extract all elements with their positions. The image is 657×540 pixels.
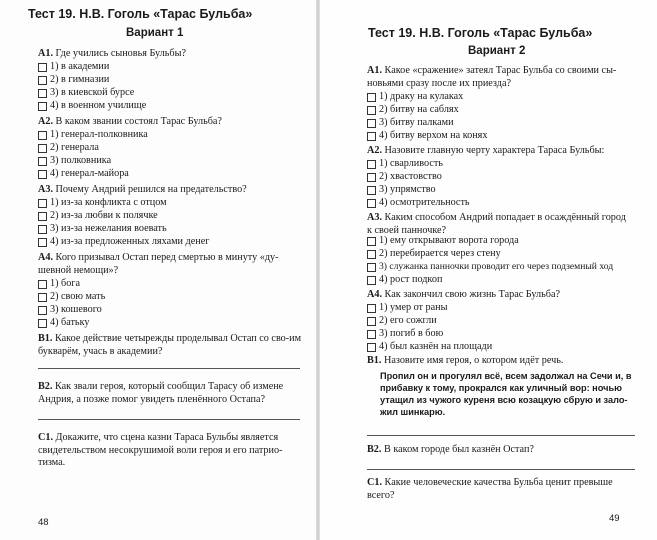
page-title: Тест 19. Н.В. Гоголь «Тарас Бульба» <box>368 26 593 40</box>
variant-label: Вариант 2 <box>468 45 526 57</box>
answer-option[interactable]: 1) бога <box>38 278 80 290</box>
answer-option[interactable]: 4) из-за предложенных ляхами денег <box>38 236 209 248</box>
question-number: В1. <box>367 355 382 366</box>
question-number: С1. <box>38 432 53 443</box>
answer-option[interactable]: 3) погиб в бою <box>367 328 443 340</box>
checkbox-icon[interactable] <box>38 238 47 247</box>
answer-option[interactable]: 3) служанка панночки проводит его через подземный ход <box>367 261 613 273</box>
checkbox-icon[interactable] <box>367 173 376 182</box>
answer-option[interactable]: 2) хвастовство <box>367 171 442 183</box>
answer-option[interactable]: 4) в военном училище <box>38 100 146 112</box>
quote-passage: Пропил он и прогулял всё, всем задолжал на Сечи и, в прибавку к тому, прокрался как уличный вор: ночью утащил из чужого куреня всю козацкую сбрую и зало-жил шинкарю. <box>380 371 632 417</box>
checkbox-icon[interactable] <box>367 119 376 128</box>
checkbox-icon[interactable] <box>367 276 376 285</box>
answer-option[interactable]: 1) из-за конфликта с отцом <box>38 197 167 209</box>
checkbox-icon[interactable] <box>38 319 47 328</box>
question-a4 <box>367 289 633 302</box>
answer-option[interactable]: 1) в академии <box>38 61 109 73</box>
answer-option[interactable]: 3) упрямство <box>367 184 436 196</box>
question-c1 <box>367 477 633 502</box>
answer-line[interactable] <box>38 368 300 369</box>
answer-option[interactable]: 4) осмотрительность <box>367 197 470 209</box>
answer-option[interactable]: 4) батьку <box>38 317 89 329</box>
checkbox-icon[interactable] <box>38 212 47 221</box>
question-number: В1. <box>38 333 53 344</box>
answer-option[interactable]: 3) битву палками <box>367 117 454 129</box>
answer-option[interactable]: 2) битву на саблях <box>367 104 459 116</box>
checkbox-icon[interactable] <box>367 186 376 195</box>
checkbox-icon[interactable] <box>367 250 376 259</box>
answer-option[interactable]: 1) ему открывают ворота города <box>367 235 519 247</box>
checkbox-icon[interactable] <box>367 263 376 272</box>
checkbox-icon[interactable] <box>367 160 376 169</box>
checkbox-icon[interactable] <box>38 131 47 140</box>
page-number: 49 <box>609 513 620 524</box>
right-page <box>320 0 657 540</box>
checkbox-icon[interactable] <box>38 306 47 315</box>
question-number: А2. <box>367 145 382 156</box>
answer-option[interactable]: 3) кошевого <box>38 304 102 316</box>
answer-option[interactable]: 3) в киевской бурсе <box>38 87 134 99</box>
question-b2 <box>38 381 302 406</box>
question-b2 <box>367 444 633 457</box>
page-number: 48 <box>38 517 49 528</box>
question-text: Каким способом Андрий попадает в осаждённый город к своей панночке? <box>367 212 626 236</box>
checkbox-icon[interactable] <box>367 199 376 208</box>
checkbox-icon[interactable] <box>367 330 376 339</box>
checkbox-icon[interactable] <box>367 304 376 313</box>
question-number: А2. <box>38 116 53 127</box>
checkbox-icon[interactable] <box>367 132 376 141</box>
answer-option[interactable]: 1) генерал-полковника <box>38 129 148 141</box>
answer-line[interactable] <box>367 469 635 470</box>
answer-option[interactable]: 4) битву верхом на конях <box>367 130 487 142</box>
question-a1 <box>38 48 304 61</box>
question-number: А3. <box>38 184 53 195</box>
question-text: Назовите имя героя, о котором идёт речь. <box>383 355 564 366</box>
answer-line[interactable] <box>38 419 300 420</box>
question-text: Кого призывал Остап перед смертью в минуту «ду-шевной немощи»? <box>38 252 279 276</box>
question-text: Почему Андрий решился на предательство? <box>55 184 247 195</box>
question-b1 <box>38 333 302 358</box>
question-a2 <box>367 145 637 158</box>
answer-option[interactable]: 2) генерала <box>38 142 99 154</box>
question-number: А1. <box>38 48 53 59</box>
checkbox-icon[interactable] <box>367 106 376 115</box>
checkbox-icon[interactable] <box>38 76 47 85</box>
answer-option[interactable]: 4) рост подкоп <box>367 274 442 286</box>
answer-line[interactable] <box>367 435 635 436</box>
question-text: Докажите, что сцена казни Тараса Бульбы является свидетельством несокрушимой воли героя и его патрио-тизма. <box>38 432 283 468</box>
checkbox-icon[interactable] <box>38 102 47 111</box>
checkbox-icon[interactable] <box>38 199 47 208</box>
question-c1 <box>38 432 302 470</box>
answer-option[interactable]: 3) полковника <box>38 155 111 167</box>
question-text: Как закончил свою жизнь Тарас Бульба? <box>384 289 561 300</box>
answer-option[interactable]: 1) сварливость <box>367 158 443 170</box>
question-number: А1. <box>367 65 382 76</box>
answer-option[interactable]: 2) свою мать <box>38 291 105 303</box>
question-a3 <box>367 212 633 237</box>
question-text: В каком звании состоял Тарас Бульба? <box>55 116 222 127</box>
question-a3 <box>38 184 304 197</box>
answer-option[interactable]: 2) в гимназии <box>38 74 109 86</box>
checkbox-icon[interactable] <box>38 63 47 72</box>
variant-label: Вариант 1 <box>126 27 184 39</box>
question-number: А3. <box>367 212 382 223</box>
question-a2 <box>38 116 304 129</box>
question-number: А4. <box>367 289 382 300</box>
question-text: Назовите главную черту характера Тараса Бульбы: <box>384 145 605 156</box>
answer-option[interactable]: 3) из-за нежелания воевать <box>38 223 167 235</box>
answer-option[interactable]: 1) умер от раны <box>367 302 447 314</box>
checkbox-icon[interactable] <box>38 280 47 289</box>
left-page <box>0 0 316 540</box>
checkbox-icon[interactable] <box>367 93 376 102</box>
question-text: В каком городе был казнён Остап? <box>383 444 534 455</box>
question-text: Как звали героя, который сообщил Тарасу об измене Андрия, а позже помог увидеть пленённого Остапа? <box>38 381 284 405</box>
answer-option[interactable]: 4) генерал-майора <box>38 168 129 180</box>
page-title: Тест 19. Н.В. Гоголь «Тарас Бульба» <box>28 7 253 21</box>
answer-option[interactable]: 2) его сожгли <box>367 315 437 327</box>
answer-option[interactable]: 1) драку на кулаках <box>367 91 463 103</box>
checkbox-icon[interactable] <box>367 317 376 326</box>
checkbox-icon[interactable] <box>38 293 47 302</box>
checkbox-icon[interactable] <box>367 237 376 246</box>
checkbox-icon[interactable] <box>38 144 47 153</box>
question-text: Где учились сыновья Бульбы? <box>55 48 186 59</box>
answer-option[interactable]: 2) перебирается через стену <box>367 248 501 260</box>
question-text: Какое действие четырежды проделывал Остап со сво-им букварём, учась в академии? <box>38 333 302 357</box>
question-number: С1. <box>367 477 382 488</box>
answer-option[interactable]: 4) был казнён на площади <box>367 341 492 353</box>
question-a4 <box>38 252 300 277</box>
checkbox-icon[interactable] <box>38 170 47 179</box>
checkbox-icon[interactable] <box>367 343 376 352</box>
question-text: Какое «сражение» затеял Тарас Бульба со своими сы-новьями сразу после их приезда? <box>367 65 617 89</box>
checkbox-icon[interactable] <box>38 225 47 234</box>
question-text: Какие человеческие качества Бульба ценит превыше всего? <box>367 477 613 501</box>
question-a1 <box>367 65 633 90</box>
question-number: В2. <box>367 444 382 455</box>
checkbox-icon[interactable] <box>38 157 47 166</box>
question-number: А4. <box>38 252 53 263</box>
answer-option[interactable]: 2) из-за любви к полячке <box>38 210 158 222</box>
question-b1 <box>367 355 633 368</box>
question-number: В2. <box>38 381 53 392</box>
checkbox-icon[interactable] <box>38 89 47 98</box>
